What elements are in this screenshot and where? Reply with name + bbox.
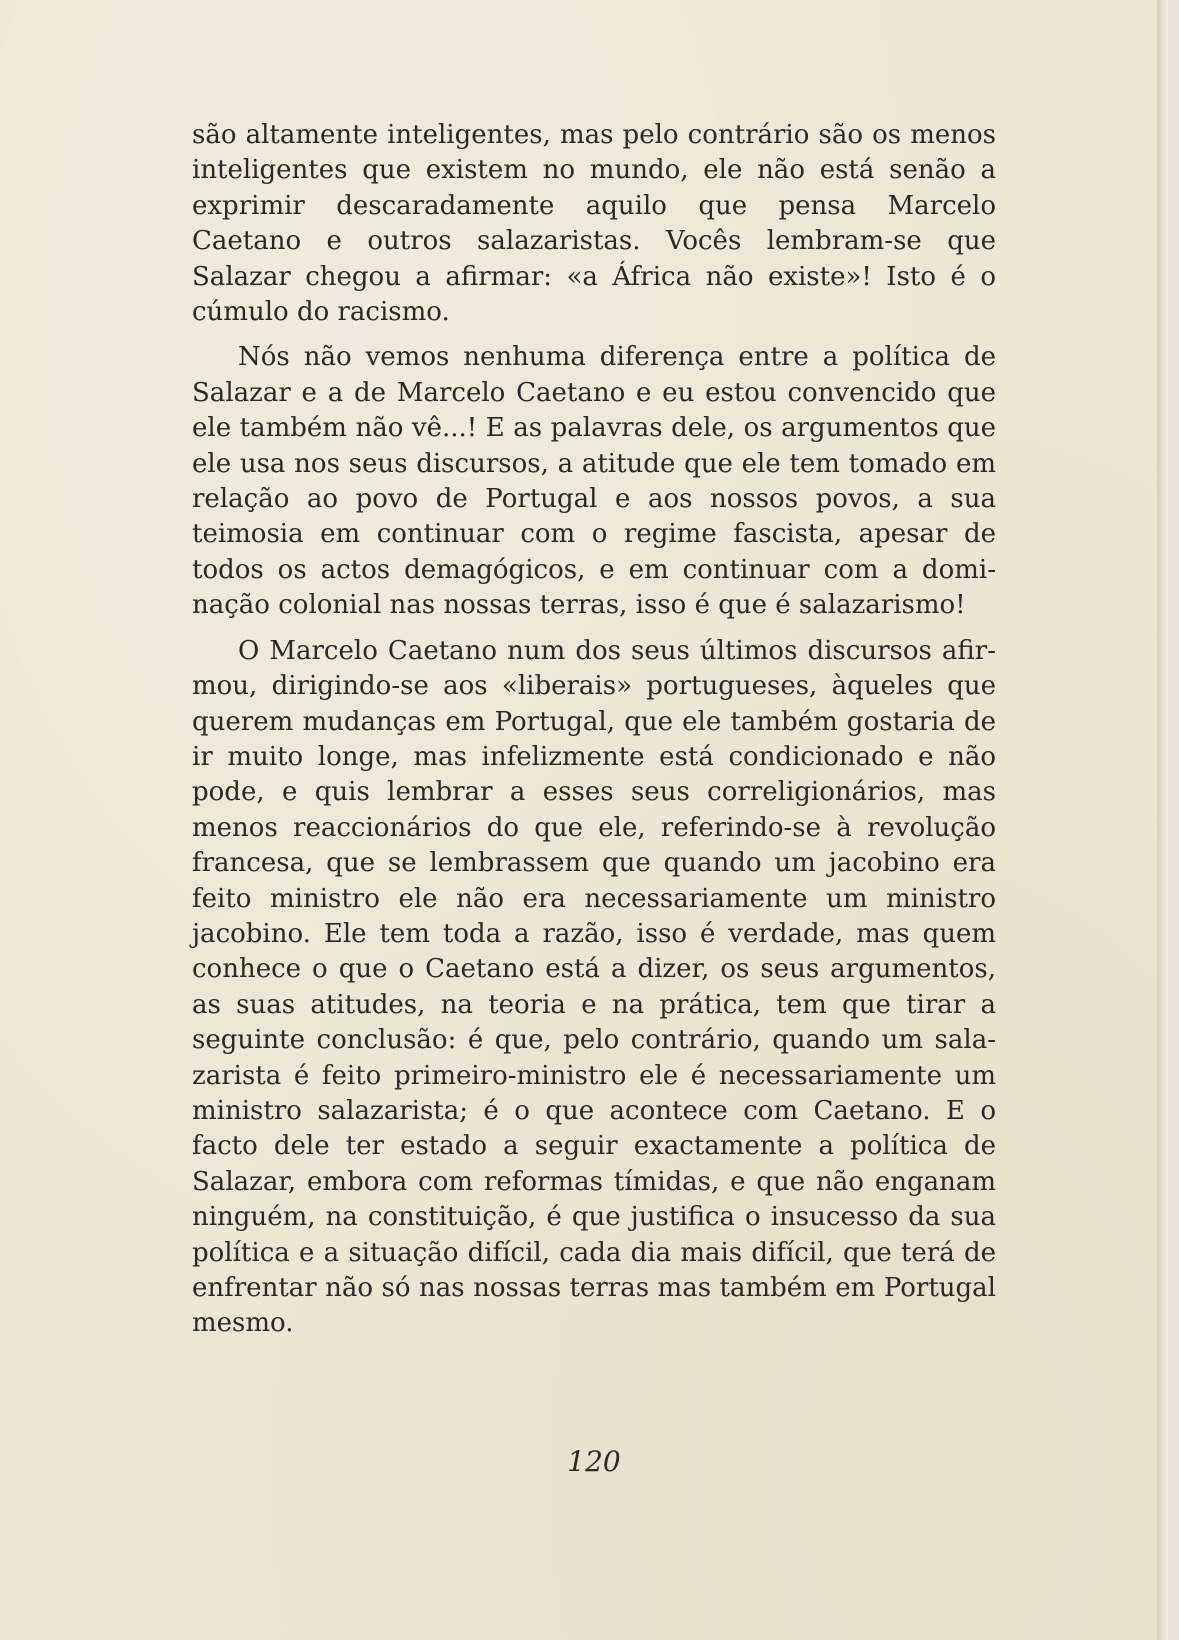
paragraph-3: O Marcelo Caetano num dos seus últimos discursos afirmou, dirigindo-se aos «liberais» portugueses, àqueles que querem mudanças em Portugal, que ele também gostaria de ir muito longe, mas infelizmente está condicionado e não pode, e quis lembrar a esses seus correligionários, mas menos reaccionários do que ele, referindo-se à revolução francesa, que se lembrassem que quando um jacobino era feito ministro ele não era necessariamente um ministro jacobino. Ele tem toda a razão, isso é verdade, mas quem conhece o que o Caetano está a dizer, os seus argumentos, as suas atitudes, na teoria e na prática, tem que tirar a seguinte conclusão: é que, pelo contrário, quando um salazarista é feito primeiro-ministro ele é necessariamente um ministro salazarista; é o que acontece com Caetano. E o facto dele ter estado a seguir exactamente a política de Salazar, embora com reformas tímidas, e que não enganam ninguém, na constituição, é que justifica o insucesso da sua política e a situação difícil, cada dia mais difícil, que terá de enfrentar não só nas nossas terras mas também em Portugal mesmo. bbox=[192, 635, 996, 1339]
page-edge-shadow bbox=[1157, 0, 1168, 1640]
paragraph-1: são altamente inteligentes, mas pelo contrário são os menos inteligentes que existem no mundo, ele não está senão a exprimir descaradamente aquilo que pensa Marcelo Caetano e outros salazaristas. Vocês lembram-se que Salazar chegou a afirmar: «a África não existe»! Isto é o cúmulo do racismo. bbox=[192, 120, 996, 328]
page-number: 120 bbox=[567, 1445, 621, 1478]
paragraph-2: Nós não vemos nenhuma diferença entre a política de Salazar e a de Marcelo Caetano e eu estou convencido que ele também não vê...! E as palavras dele, os argumentos que ele usa nos seus discursos, a atitude que ele tem tomado em relação ao povo de Portugal e aos nossos povos, a sua teimosia em continuar com o regime fascista, apesar de todos os actos demagógicos, e em continuar com a dominação colonial nas nossas terras, isso é que é salazarismo! bbox=[192, 342, 996, 621]
body-text bbox=[192, 118, 996, 1342]
